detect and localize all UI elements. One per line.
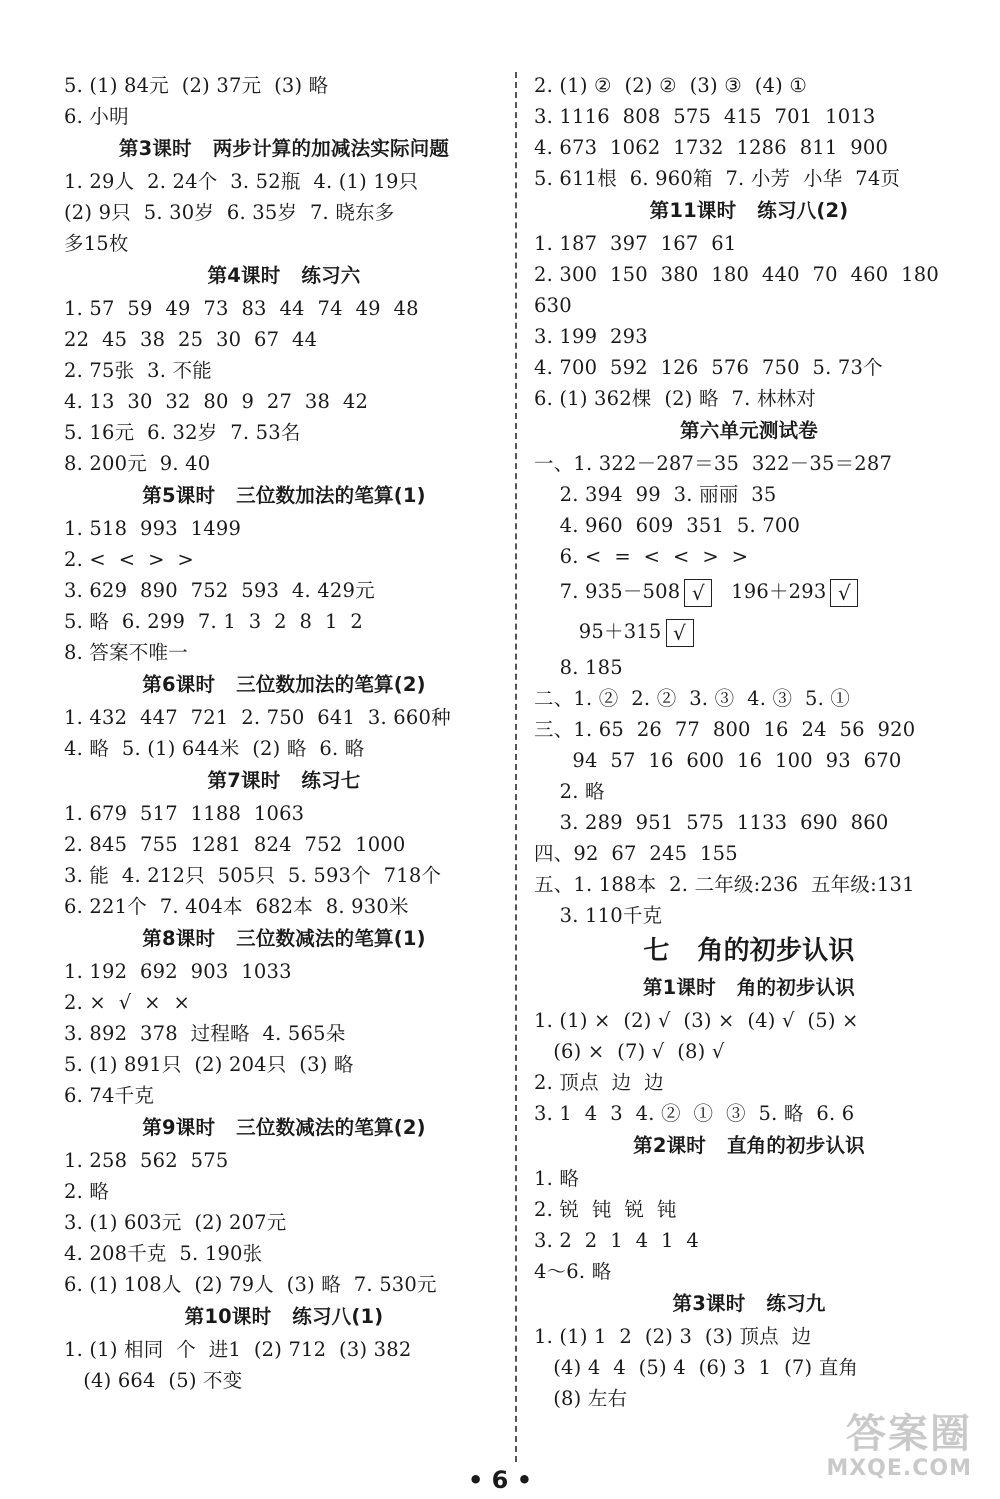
answer-line: 3. 199 293	[534, 325, 648, 348]
answer-line: 5. 16元 6. 32岁 7. 53名	[64, 421, 301, 444]
lesson-heading: 第9课时 三位数减法的笔算(2)	[142, 1116, 426, 1139]
lesson-heading: 第1课时 角的初步认识	[642, 976, 856, 999]
answer-line: 94 57 16 600 16 100 93 670	[534, 749, 902, 772]
answer-line: 4. 673 1062 1732 1286 811 900	[534, 136, 889, 159]
page-number: • 6 •	[467, 1466, 533, 1494]
answer-line: 1. 518 993 1499	[64, 517, 242, 540]
answer-line: 2. < < > >	[64, 548, 194, 571]
answer-line: 5. 611根 6. 960箱 7. 小芳 小华 74页	[534, 167, 901, 190]
answer-line: 四、92 67 245 155	[534, 842, 738, 865]
answer-line: 2. 300 150 380 180 440 70 460 180	[534, 263, 939, 286]
answer-line: 1. 29人 2. 24个 3. 52瓶 4. (1) 19只	[64, 170, 419, 193]
answer-line: (6) × (7) √ (8) √	[534, 1040, 725, 1063]
answer-line: 3. 1116 808 575 415 701 1013	[534, 105, 876, 128]
right-answer-column	[534, 70, 964, 1414]
answer-line: 3. 2 2 1 4 1 4	[534, 1229, 700, 1252]
lesson-heading: 第11课时 练习八(2)	[649, 199, 849, 222]
expression-text: 95＋315	[534, 620, 662, 643]
check-box: √	[830, 579, 858, 607]
answer-line: 6. 74千克	[64, 1084, 155, 1107]
answer-line: 3. 892 378 过程略 4. 565朵	[64, 1022, 346, 1045]
answer-line: (4) 4 4 (5) 4 (6) 3 1 (7) 直角	[534, 1356, 859, 1379]
answer-line: 1. (1) 1 2 (2) 3 (3) 顶点 边	[534, 1325, 812, 1348]
answer-line: 1. 略	[534, 1167, 580, 1190]
lesson-heading: 第3课时 两步计算的加减法实际问题	[118, 137, 450, 160]
check-box: √	[666, 619, 694, 647]
answer-line: 5. (1) 84元 (2) 37元 (3) 略	[64, 74, 329, 97]
answer-line: 5. (1) 891只 (2) 204只 (3) 略	[64, 1053, 354, 1076]
answer-line: 2. 略	[64, 1180, 110, 1203]
answer-line: 2. 略	[534, 780, 605, 803]
check-box: √	[684, 579, 712, 607]
answer-line: 3. 能 4. 212只 505只 5. 593个 718个	[64, 864, 442, 887]
answer-line: 6. (1) 362棵 (2) 略 7. 林林对	[534, 387, 816, 410]
answer-line: 8. 185	[534, 656, 623, 679]
lesson-heading: 第5课时 三位数加法的笔算(1)	[142, 484, 426, 507]
answer-line: 2. 锐 钝 锐 钝	[534, 1198, 677, 1221]
unit-title: 七 角的初步认识	[643, 936, 855, 966]
answer-line: 3. 289 951 575 1133 690 860	[534, 811, 889, 834]
answer-line: 8. 答案不唯一	[64, 641, 188, 664]
answer-line-with-checkboxes	[534, 612, 964, 652]
lesson-heading: 第6课时 三位数加法的笔算(2)	[142, 673, 426, 696]
expression-text: 196＋293	[718, 580, 827, 603]
answer-line: 一、1. 322－287＝35 322－35＝287	[534, 452, 893, 475]
watermark-url: MXQE.COM	[826, 1456, 972, 1481]
answer-line: 1. 679 517 1188 1063	[64, 802, 305, 825]
answer-line: 三、1. 65 26 77 800 16 24 56 920	[534, 718, 916, 741]
lesson-heading: 第六单元测试卷	[680, 419, 818, 442]
answer-line: 1. (1) 相同 个 进1 (2) 712 (3) 382	[64, 1338, 412, 1361]
answer-line: 4. 960 609 351 5. 700	[534, 514, 801, 537]
answer-line: (8) 左右	[534, 1387, 628, 1410]
answer-line: 6. 221个 7. 404本 682本 8. 930米	[64, 895, 409, 918]
answer-line: 4. 13 30 32 80 9 27 38 42	[64, 390, 369, 413]
lesson-heading: 第3课时 练习九	[672, 1292, 826, 1315]
answer-line: (4) 664 (5) 不变	[64, 1369, 243, 1392]
answer-line: 1. 432 447 721 2. 750 641 3. 660种	[64, 706, 451, 729]
lesson-heading: 第10课时 练习八(1)	[184, 1305, 384, 1328]
answer-line: 1. (1) × (2) √ (3) × (4) √ (5) ×	[534, 1009, 859, 1032]
watermark-logo: 答案圈	[846, 1411, 972, 1457]
answer-line: 8. 200元 9. 40	[64, 452, 211, 475]
answer-line: 2. 845 755 1281 824 752 1000	[64, 833, 406, 856]
answer-line: 多15枚	[64, 232, 129, 255]
answer-line: 1. 57 59 49 73 83 44 74 49 48	[64, 297, 419, 320]
answer-line: 2. × √ × ×	[64, 991, 191, 1014]
answer-line: 2. 394 99 3. 丽丽 35	[534, 483, 777, 506]
answer-line: 4～6. 略	[534, 1260, 612, 1283]
answer-line-with-checkboxes	[534, 572, 964, 612]
answer-line: (2) 9只 5. 30岁 6. 35岁 7. 晓东多	[64, 201, 395, 224]
answer-line: 5. 略 6. 299 7. 1 3 2 8 1 2	[64, 610, 363, 633]
answer-line: 630	[534, 294, 572, 317]
expression-text: 7. 935－508	[534, 580, 681, 603]
answer-line: 3. (1) 603元 (2) 207元	[64, 1211, 287, 1234]
answer-line: 3. 110千克	[534, 904, 663, 927]
answer-line: 6. < = < < > >	[534, 545, 749, 568]
watermark	[826, 1412, 972, 1481]
answer-line: 4. 700 592 126 576 750 5. 73个	[534, 356, 883, 379]
answer-line: 2. 顶点 边 边	[534, 1071, 664, 1094]
answer-line: 3. 1 4 3 4. ② ① ③ 5. 略 6. 6	[534, 1102, 855, 1125]
lesson-heading: 第7课时 练习七	[207, 769, 361, 792]
answer-line: 1. 258 562 575	[64, 1149, 229, 1172]
lesson-heading: 第2课时 直角的初步认识	[633, 1134, 865, 1157]
answer-line: 4. 略 5. (1) 644米 (2) 略 6. 略	[64, 737, 365, 760]
column-divider	[515, 72, 517, 1462]
answer-line: 1. 192 692 903 1033	[64, 960, 292, 983]
answer-line: 二、1. ② 2. ② 3. ③ 4. ③ 5. ①	[534, 687, 851, 710]
answer-line: 6. 小明	[64, 105, 129, 128]
answer-line: 1. 187 397 167 61	[534, 232, 737, 255]
answer-line: 22 45 38 25 30 67 44	[64, 328, 318, 351]
lesson-heading: 第4课时 练习六	[207, 264, 361, 287]
answer-line: 4. 208千克 5. 190张	[64, 1242, 263, 1265]
answer-line: 3. 629 890 752 593 4. 429元	[64, 579, 375, 602]
left-answer-column	[64, 70, 504, 1396]
answer-line: 2. (1) ② (2) ② (3) ③ (4) ①	[534, 74, 808, 97]
answer-line: 6. (1) 108人 (2) 79人 (3) 略 7. 530元	[64, 1273, 437, 1296]
answer-line: 2. 75张 3. 不能	[64, 359, 212, 382]
lesson-heading: 第8课时 三位数减法的笔算(1)	[142, 927, 426, 950]
answer-line: 五、1. 188本 2. 二年级:236 五年级:131	[534, 873, 915, 896]
